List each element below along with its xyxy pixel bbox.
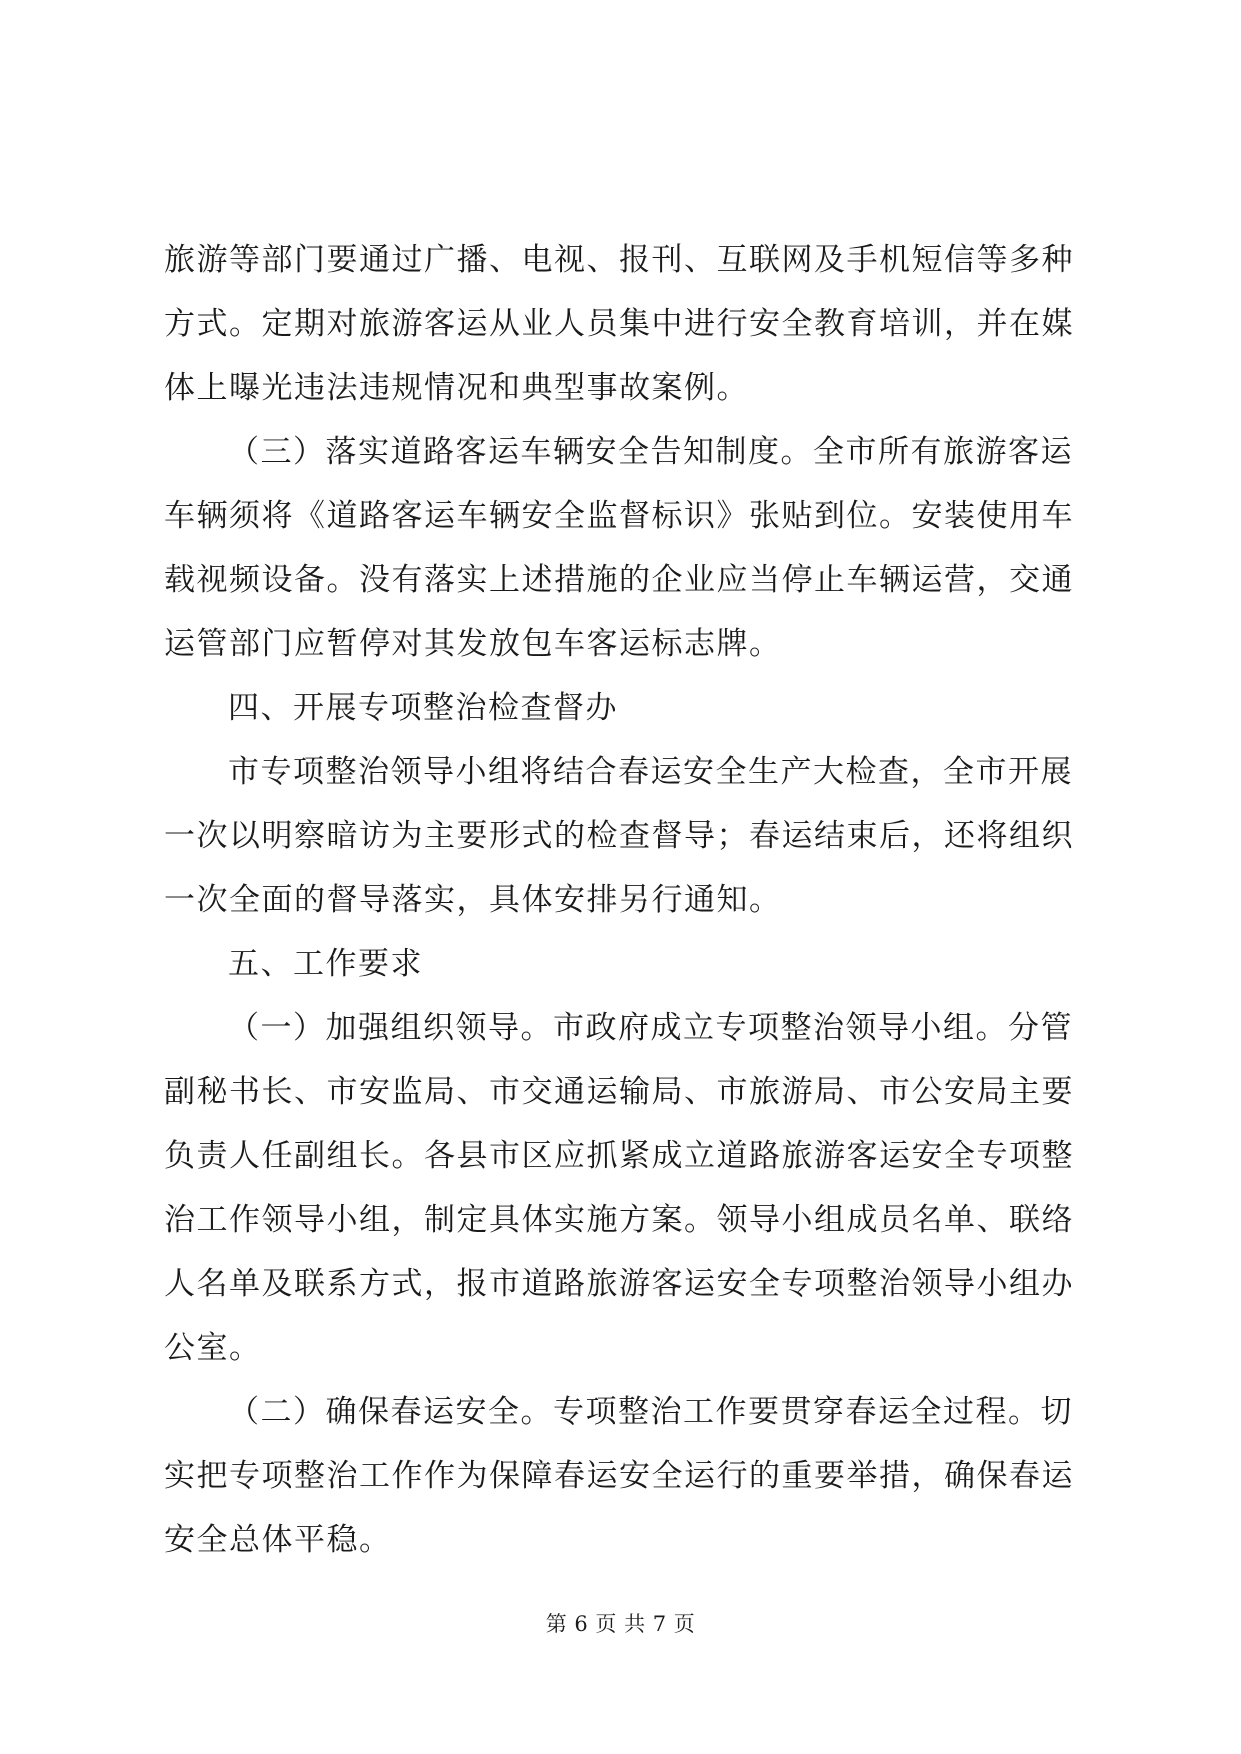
text-line: 负责人任副组长。各县市区应抓紧成立道路旅游客运安全专项整: [164, 1138, 1074, 1174]
text-line: 一次全面的督导落实，具体安排另行通知。: [164, 882, 782, 918]
text-line: 一次以明察暗访为主要形式的检查督导；春运结束后，还将组织: [164, 818, 1074, 854]
text-line: 治工作领导小组，制定具体实施方案。领导小组成员名单、联络: [164, 1202, 1074, 1238]
paragraph-spring-transport: [164, 1380, 1084, 1572]
section-heading-five: [164, 932, 1084, 996]
text-line: （三）落实道路客运车辆安全告知制度。全市所有旅游客运: [228, 434, 1073, 470]
section-heading-four: [164, 676, 1084, 740]
text-line: 车辆须将《道路客运车辆安全监督标识》张贴到位。安装使用车: [164, 498, 1074, 534]
text-line: 旅游等部门要通过广播、电视、报刊、互联网及手机短信等多种: [164, 242, 1074, 278]
text-line: 人名单及联系方式，报市道路旅游客运安全专项整治领导小组办: [164, 1266, 1074, 1302]
document-body: [164, 228, 1084, 1572]
text-line: 四、开展专项整治检查督办: [228, 690, 618, 726]
text-line: 安全总体平稳。: [164, 1522, 392, 1558]
text-line: 市专项整治领导小组将结合春运安全生产大检查，全市开展: [228, 754, 1073, 790]
text-line: 体上曝光违法违规情况和典型事故案例。: [164, 370, 749, 406]
text-line: （一）加强组织领导。市政府成立专项整治领导小组。分管: [228, 1010, 1073, 1046]
text-line: 五、工作要求: [228, 946, 423, 982]
text-line: 运管部门应暂停对其发放包车客运标志牌。: [164, 626, 782, 662]
text-line: 公室。: [164, 1330, 262, 1366]
paragraph-inspection: [164, 740, 1084, 932]
text-line: （二）确保春运安全。专项整治工作要贯穿春运全过程。切: [228, 1394, 1073, 1430]
text-line: 方式。定期对旅游客运从业人员集中进行安全教育培训，并在媒: [164, 306, 1074, 342]
page-number-footer: 第 6 页 共 7 页: [545, 1612, 696, 1636]
text-line: 载视频设备。没有落实上述措施的企业应当停止车辆运营，交通: [164, 562, 1074, 598]
paragraph-safety-notice: [164, 420, 1084, 676]
text-line: 实把专项整治工作作为保障春运安全运行的重要举措，确保春运: [164, 1458, 1074, 1494]
paragraph-leadership: [164, 996, 1084, 1380]
text-line: 副秘书长、市安监局、市交通运输局、市旅游局、市公安局主要: [164, 1074, 1074, 1110]
paragraph-continuation: [164, 228, 1084, 420]
